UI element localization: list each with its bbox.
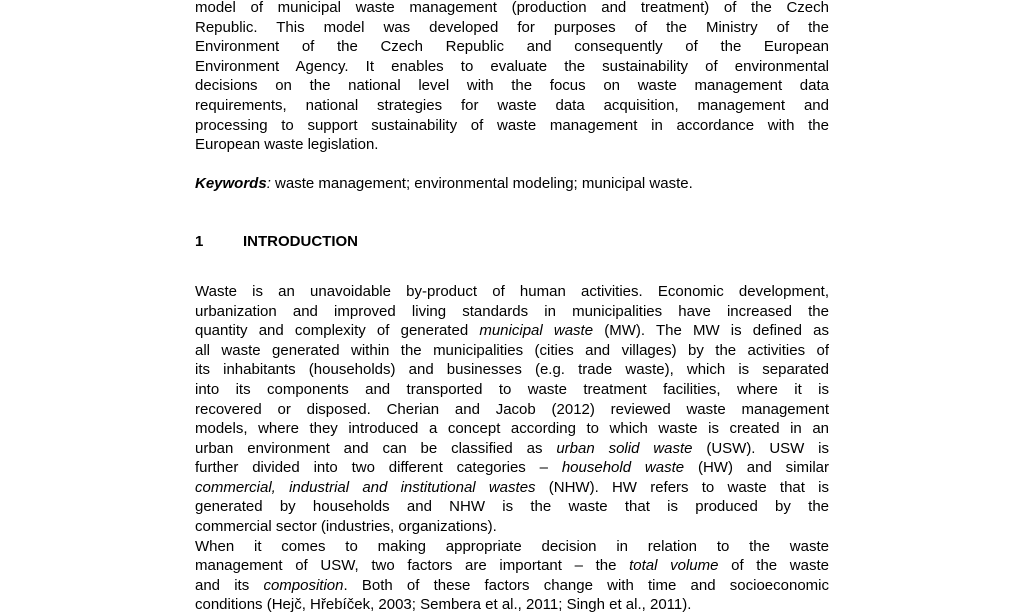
intro-line — [195, 458, 829, 478]
intro-text: (NHW). HW refers to waste that is — [535, 478, 829, 496]
intro-line — [195, 439, 829, 459]
abstract-line: Republic. This model was developed for purposes of the Ministry of the — [195, 18, 829, 36]
abstract-line: European waste legislation. — [195, 136, 379, 154]
intro-text: (MW). The MW is defined as — [593, 322, 829, 340]
intro-line: all waste generated within the municipalities (cities and villages) by the activities of — [195, 341, 829, 359]
intro-line: Waste is an unavoidable by-product of human activities. Economic development, — [195, 282, 829, 300]
intro-paragraph-1 — [195, 282, 829, 537]
intro-line — [195, 478, 829, 498]
intro-text: urban environment and can be classified as — [195, 439, 557, 457]
keywords-line — [195, 174, 829, 194]
abstract-line: Environment Agency. It enables to evaluate the sustainability of environmental — [195, 57, 829, 75]
intro-text: further divided into two different categories – — [195, 459, 562, 477]
keywords-label: Keywords — [195, 174, 267, 192]
term-total-volume: total volume — [629, 557, 719, 575]
section-heading — [195, 232, 829, 252]
term-municipal-waste: municipal waste — [479, 322, 594, 340]
intro-line: into its components and transported to waste treatment facilities, where it is — [195, 380, 829, 398]
section-title: INTRODUCTION — [243, 233, 358, 251]
intro-line: its inhabitants (households) and businesses (e.g. trade waste), which is separated — [195, 361, 829, 379]
abstract-line: requirements, national strategies for waste data acquisition, management and — [195, 96, 829, 114]
abstract-paragraph — [195, 0, 829, 155]
intro-text: management of USW, two factors are important – the — [195, 557, 630, 575]
intro-line — [195, 576, 829, 596]
term-composition: composition — [263, 576, 344, 594]
term-urban-solid-waste: urban solid waste — [556, 439, 693, 457]
abstract-line: processing to support sustainability of waste management in accordance with the — [195, 116, 829, 134]
abstract-line: model of municipal waste management (production and treatment) of the Czech — [195, 0, 829, 16]
intro-line: commercial sector (industries, organizations). — [195, 518, 497, 536]
intro-line: models, where they introduced a concept according to which waste is created in an — [195, 420, 829, 438]
intro-line — [195, 321, 829, 341]
intro-text: of the waste — [718, 557, 829, 575]
intro-line — [195, 556, 829, 576]
intro-line: When it comes to making appropriate decision in relation to the waste — [195, 537, 829, 555]
intro-line: conditions (Hejč, Hřebíček, 2003; Sembera et al., 2011; Singh et al., 2011). — [195, 596, 692, 614]
intro-text: . Both of these factors change with time and socioeconomic — [343, 576, 829, 594]
intro-text: (HW) and similar — [684, 459, 829, 477]
intro-line: recovered or disposed. Cherian and Jacob (2012) reviewed waste management — [195, 400, 829, 418]
intro-text: (USW). USW is — [692, 439, 829, 457]
intro-text: and its — [195, 576, 264, 594]
intro-line: generated by households and NHW is the waste that is produced by the — [195, 498, 829, 516]
intro-text: quantity and complexity of generated — [195, 322, 480, 340]
paper-page — [195, 0, 829, 615]
term-commercial-waste: commercial, industrial and institutional wastes — [195, 478, 536, 496]
section-number: 1 — [195, 233, 204, 251]
keywords-text: waste management; environmental modeling; municipal waste. — [270, 174, 693, 192]
abstract-line: Environment of the Czech Republic and consequently of the European — [195, 38, 829, 56]
intro-line: urbanization and improved living standards in municipalities have increased the — [195, 302, 829, 320]
keywords-colon: : — [266, 174, 271, 192]
abstract-line: decisions on the national level with the focus on waste management data — [195, 77, 829, 95]
intro-paragraph-2 — [195, 537, 829, 615]
term-household-waste: household waste — [561, 459, 685, 477]
